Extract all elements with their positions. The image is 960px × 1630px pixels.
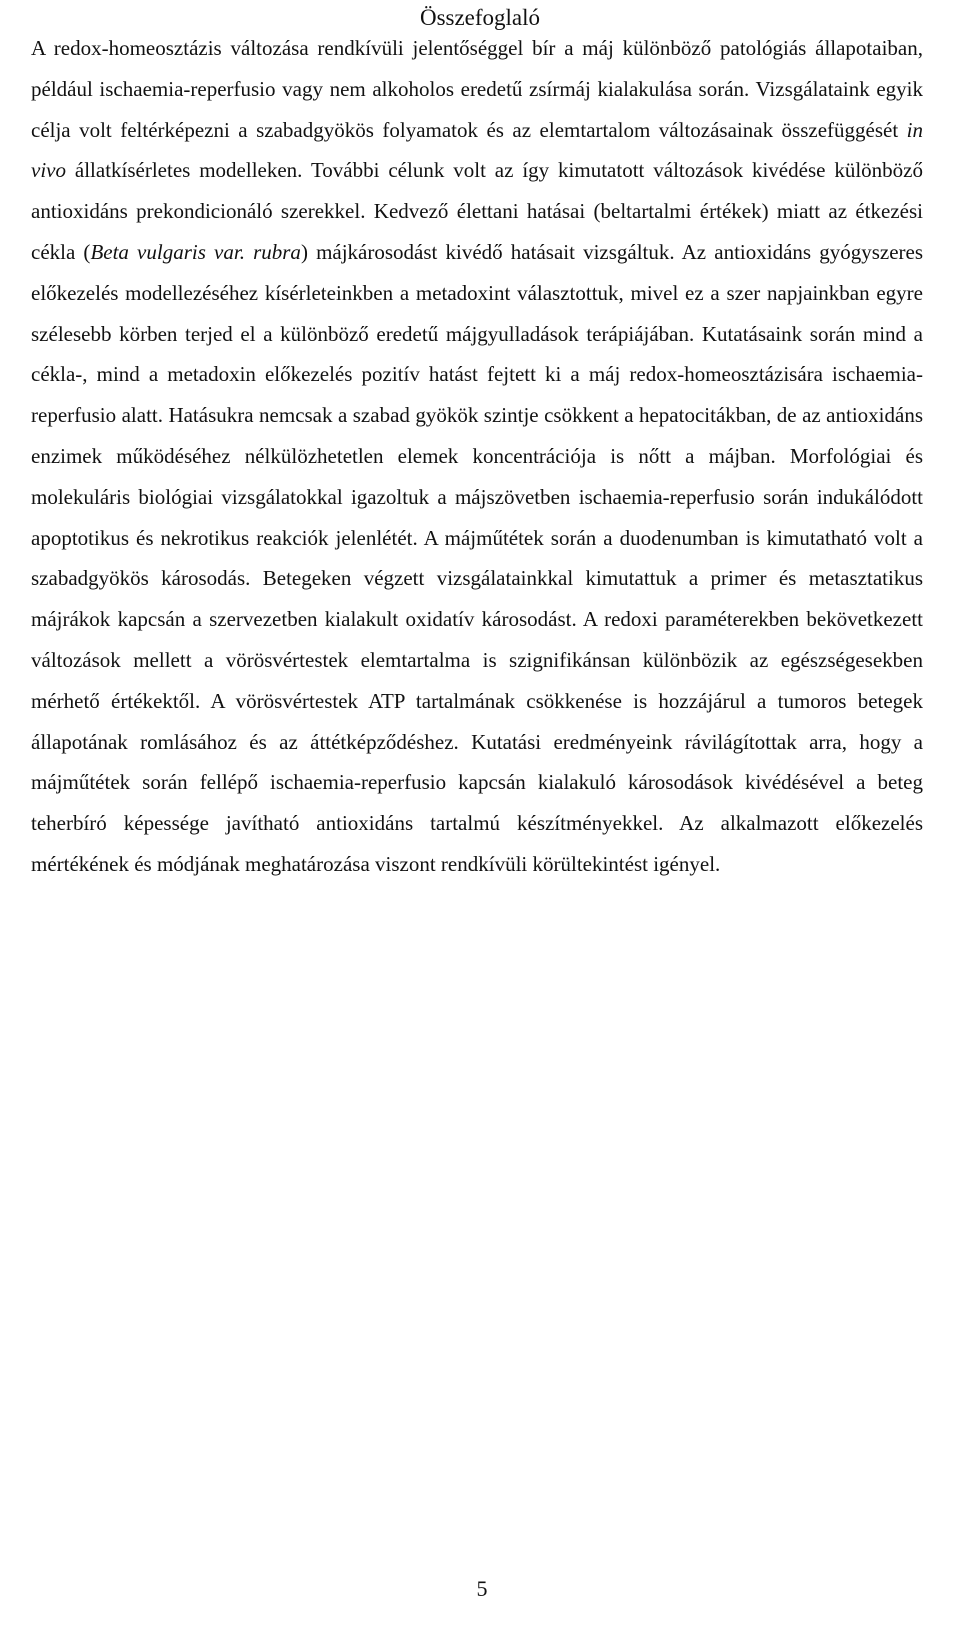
- text-segment: állatkísérletes modelleken. További célunk volt az így kimutatott változások kivédése különböző antioxidáns prekondicionáló szerekkel. Kedvező élettani hatásai (beltartalmi értékek) miatt az étkezési cékla (: [31, 158, 923, 264]
- page-number: 5: [476, 1576, 488, 1601]
- italic-term-in-vivo: in vivo: [31, 117, 923, 183]
- text-segment: A redox-homeosztázis változása rendkívüli jelentőséggel bír a máj különböző patológiás állapotaiban, például ischaemia-reperfusio vagy nem alkoholos eredetű zsírmáj kialakulása során. Vizsgálataink egyik célja volt feltérképezni a szabadgyökös folyamatok és az elemtartalom változásainak összefüggését: [31, 36, 923, 142]
- italic-term-species: Beta vulgaris var. rubra: [90, 239, 301, 264]
- text-segment: ) májkárosodást kivédő hatásait vizsgáltuk. Az antioxidáns gyógyszeres előkezelés modellezéséhez kísérleteinkben a metadoxint választottuk, mivel ez a szer napjainkban egyre szélesebb körben terjed el a különböző eredetű májgyulladások terápiájában. Kutatásaink során mind a cékla-, mind a metadoxin előkezelés pozitív hatást fejtett ki a máj redox-homeosztázisára ischaemia-reperfusio alatt. Hatásukra nemcsak a szabad gyökök szintje csökkent a hepatocitákban, de az antioxidáns enzimek működéséhez nélkülözhetetlen elemek koncentrációja is nőtt a májban. Morfológiai és molekuláris biológiai vizsgálatokkal igazoltuk a májszövetben ischaemia-reperfusio során indukálódott apoptotikus és nekrotikus reakciók jelenlétét. A májműtétek során a duodenumban is kimutatható volt a szabadgyökös károsodás. Betegeken végzett vizsgálatainkkal kimutattuk a primer és metasztatikus májrákok kapcsán a szervezetben kialakult oxidatív károsodást. A redoxi paraméterekben bekövetkezett változások mellett a vörösvértestek elemtartalma is szignifikánsan különbözik az egészségesekben mérhető értékektől. A vörösvértestek ATP tartalmának csökkenése is hozzájárul a tumoros betegek állapotának romlásához és az áttétképződéshez. Kutatási eredményeink rávilágítottak arra, hogy a májműtétek során fellépő ischaemia-reperfusio kapcsán kialakuló károsodások kivédésével a beteg teherbíró képessége javítható antioxidáns tartalmú készítményekkel. Az alkalmazott előkezelés mértékének és módjának meghatározása viszont rendkívüli körültekintést igényel.: [31, 239, 924, 876]
- summary-paragraph: [31, 28, 923, 885]
- page-title: Összefoglaló: [419, 5, 541, 30]
